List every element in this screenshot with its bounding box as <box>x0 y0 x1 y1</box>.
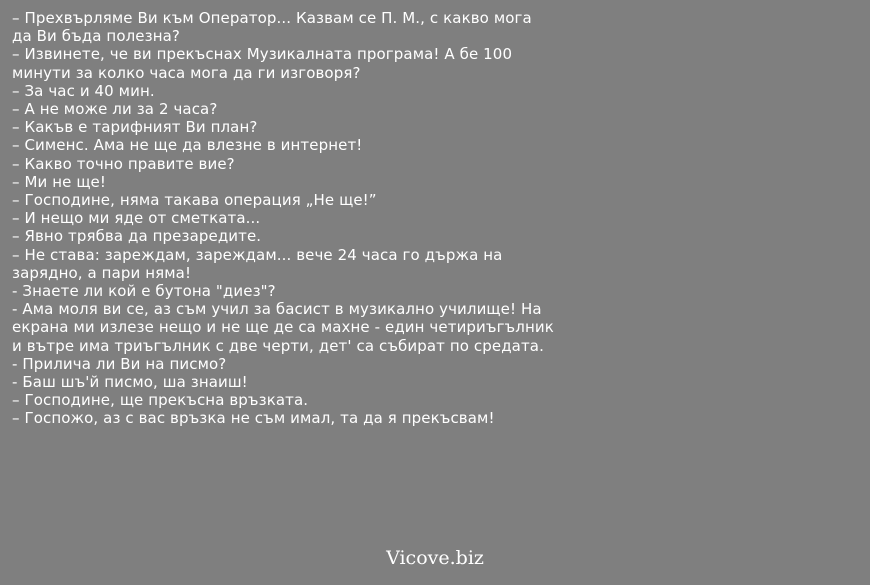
joke-line: – Какво точно правите вие? <box>12 154 235 173</box>
joke-line: – Ми не ще! <box>12 172 107 191</box>
joke-line: – Явно трябва да презаредите. <box>12 227 262 246</box>
joke-line: – И нещо ми яде от сметката... <box>12 209 261 228</box>
joke-line: – За час и 40 мин. <box>12 81 155 100</box>
joke-line: – Извинете, че ви прекъснах Музикалната програма! А бе 100 минути за колко часа мога да ги изговоря? <box>12 45 513 82</box>
joke-line: – Сименс. Ама не ще да влезне в интернет! <box>12 136 363 155</box>
joke-line: – Господине, няма такава операция „Не ще!” <box>12 191 377 210</box>
joke-line: - Прилича ли Ви на писмо? <box>12 354 227 373</box>
joke-line: – Прехвърляме Ви към Оператор... Казвам се П. М., с какво мога да Ви бъда полезна? <box>12 9 532 46</box>
site-watermark: Vicove.biz <box>386 547 484 569</box>
joke-line: - Ама моля ви се, аз съм учил за басист в музикално училище! На екрана ми излезе нещо и не ще де са махне - един четириъгълник и вътре има триъгълник с две черти, дет' са събират по средата. <box>12 300 554 355</box>
joke-line: – А не може ли за 2 часа? <box>12 100 218 119</box>
joke-text <box>12 9 862 428</box>
joke-line: - Баш шъ'й писмо, ша знаиш! <box>12 373 248 392</box>
joke-line: – Какъв е тарифният Ви план? <box>12 118 258 137</box>
joke-line: – Господине, ще прекъсна връзката. <box>12 391 309 410</box>
joke-line: - Знаете ли кой е бутона "диез"? <box>12 282 276 301</box>
joke-line: – Госпожо, аз с вас връзка не съм имал, та да я прекъсвам! <box>12 409 495 428</box>
joke-line: – Не става: зареждам, зареждам... вече 24 часа го държа на зарядно, а пари няма! <box>12 245 503 282</box>
